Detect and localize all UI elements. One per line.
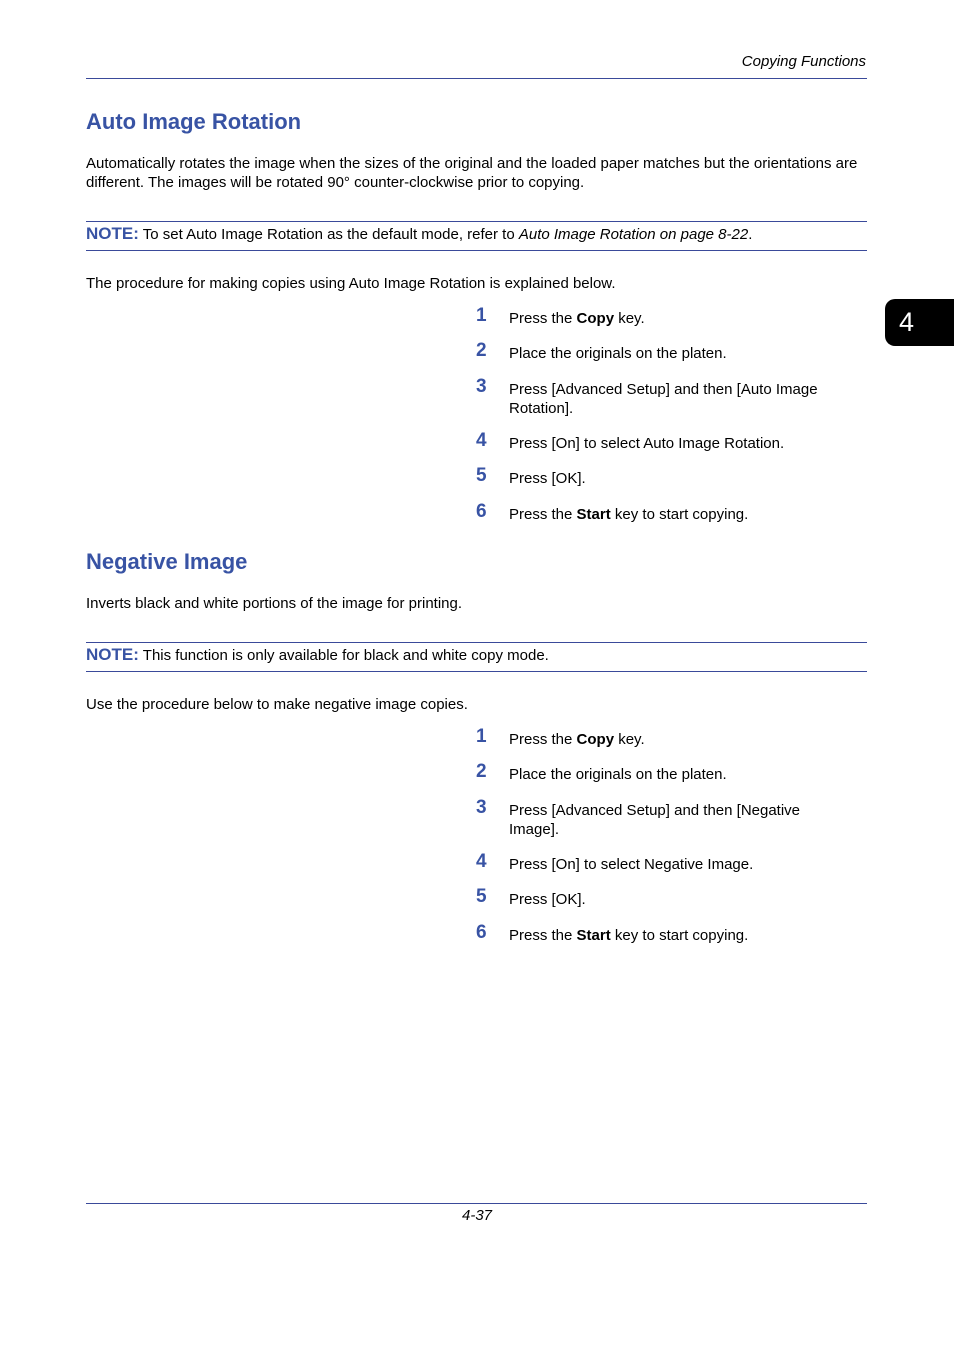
step-text xyxy=(509,309,859,328)
note-bottom-rule xyxy=(86,250,867,251)
note-top-rule xyxy=(86,221,867,222)
step-text-post: key. xyxy=(618,310,645,327)
section-intro: Inverts black and white portions of the image for printing. xyxy=(86,595,463,612)
chapter-tab: 4 xyxy=(885,299,954,346)
step-text-pre: Press the xyxy=(509,506,573,523)
section-heading-negative-image: Negative Image xyxy=(86,549,248,574)
note-end: . xyxy=(748,226,753,243)
step-number: 3 xyxy=(476,797,487,818)
step-text xyxy=(509,926,859,945)
step-text: Place the originals on the platen. xyxy=(509,345,727,362)
step-text xyxy=(509,505,859,524)
step-number: 4 xyxy=(476,430,487,451)
step-number: 1 xyxy=(476,305,487,326)
note-box xyxy=(86,645,866,665)
step-text xyxy=(509,730,859,749)
footer-rule xyxy=(86,1203,867,1204)
step-number: 3 xyxy=(476,376,487,397)
step-text-post: key to start copying. xyxy=(614,506,749,523)
step-number: 5 xyxy=(476,465,487,486)
header-rule xyxy=(86,78,867,79)
step-text: Press [Advanced Setup] and then [Auto Image Rotation]. xyxy=(509,381,818,417)
step-text-pre: Press the xyxy=(509,731,573,748)
section-heading-auto-image-rotation: Auto Image Rotation xyxy=(86,109,302,134)
step-key-name: Start xyxy=(576,506,611,523)
note-bottom-rule xyxy=(86,671,867,672)
step-number: 2 xyxy=(476,761,487,782)
step-text: Press [On] to select Auto Image Rotation. xyxy=(509,435,785,452)
note-text: To set Auto Image Rotation as the default mode, refer to xyxy=(142,226,515,243)
step-number: 4 xyxy=(476,851,487,872)
procedure-intro: The procedure for making copies using Auto Image Rotation is explained below. xyxy=(86,275,616,292)
note-text: This function is only available for black and white copy mode. xyxy=(142,647,549,664)
procedure-intro: Use the procedure below to make negative image copies. xyxy=(86,696,468,713)
step-text: Press [OK]. xyxy=(509,891,586,908)
step-number: 6 xyxy=(476,922,487,943)
step-number: 5 xyxy=(476,886,487,907)
note-box xyxy=(86,224,866,244)
step-text-post: key. xyxy=(618,731,645,748)
note-cross-reference: Auto Image Rotation on page 8-22 xyxy=(518,226,749,243)
step-key-name: Copy xyxy=(576,310,615,327)
note-top-rule xyxy=(86,642,867,643)
step-number: 2 xyxy=(476,340,487,361)
step-text-pre: Press the xyxy=(509,310,573,327)
note-label: NOTE: xyxy=(86,645,139,664)
step-text-post: key to start copying. xyxy=(614,927,749,944)
step-number: 6 xyxy=(476,501,487,522)
step-text: Press [Advanced Setup] and then [Negative Image]. xyxy=(509,802,801,838)
step-key-name: Copy xyxy=(576,731,615,748)
step-key-name: Start xyxy=(576,927,611,944)
step-text: Press [On] to select Negative Image. xyxy=(509,856,754,873)
running-header: Copying Functions xyxy=(741,53,866,70)
note-label: NOTE: xyxy=(86,224,139,243)
section-intro: Automatically rotates the image when the sizes of the original and the loaded paper matches but the orientations are different. The images will be rotated 90° counter-clockwise prior to copying. xyxy=(86,155,858,191)
page-number: 4-37 xyxy=(461,1207,493,1224)
step-number: 1 xyxy=(476,726,487,747)
step-text-pre: Press the xyxy=(509,927,573,944)
step-text: Place the originals on the platen. xyxy=(509,766,727,783)
step-text: Press [OK]. xyxy=(509,470,586,487)
